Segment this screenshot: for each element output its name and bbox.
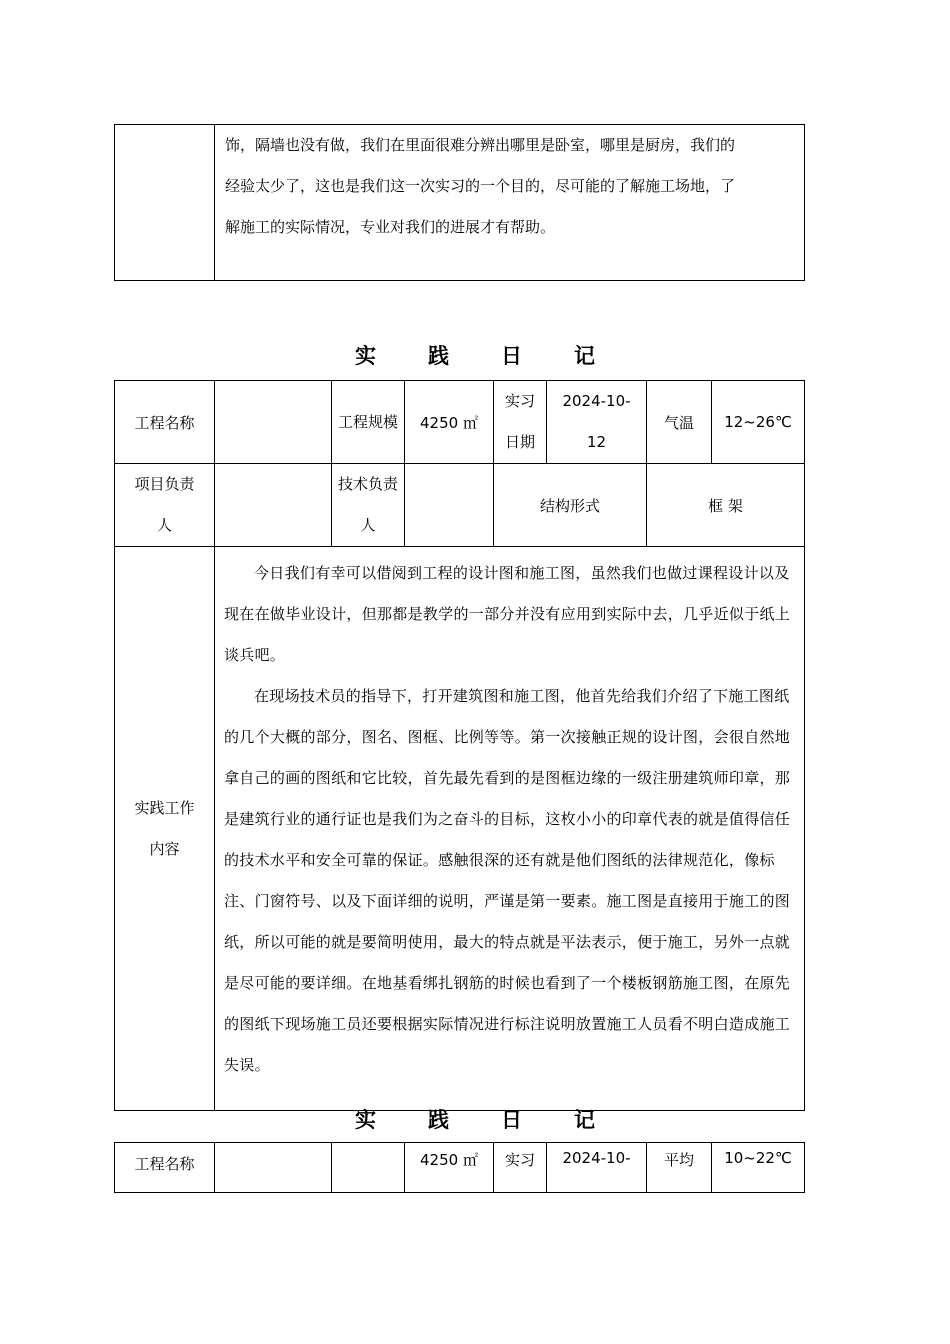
structure-value: 框 架 xyxy=(647,464,805,547)
continuation-line: 经验太少了，这也是我们这一次实习的一个目的，尽可能的了解施工场地，了 xyxy=(225,177,736,195)
continuation-line: 饰，隔墙也没有做，我们在里面很难分辨出哪里是卧室，哪里是厨房，我们的 xyxy=(225,136,736,154)
temperature-value: 10~22℃ xyxy=(712,1143,805,1193)
scale-label: 工程规模 xyxy=(332,381,405,464)
diary-table xyxy=(114,1142,805,1193)
scale-label xyxy=(332,1143,405,1193)
structure-label: 结构形式 xyxy=(494,464,647,547)
diary-title: 实践日记 xyxy=(355,343,647,368)
leader-value xyxy=(215,464,332,547)
temperature-label: 气温 xyxy=(647,381,712,464)
content-label: 实践工作内容 xyxy=(115,547,215,1111)
leader-label: 项目负责人 xyxy=(115,464,215,547)
content-body xyxy=(215,547,805,1111)
tech-lead-label: 技术负责人 xyxy=(332,464,405,547)
continuation-label-cell xyxy=(115,125,215,281)
scale-value: 4250 ㎡ xyxy=(405,1143,494,1193)
date-value: 2024-10-12 xyxy=(547,381,647,464)
temperature-value: 12~26℃ xyxy=(712,381,805,464)
continuation-line: 解施工的实际情况，专业对我们的进展才有帮助。 xyxy=(225,218,556,236)
temperature-label: 平均 xyxy=(647,1143,712,1193)
project-name-label: 工程名称 xyxy=(115,1143,215,1193)
project-name-value xyxy=(215,1143,332,1193)
diary-title: 实践日记 xyxy=(355,1107,647,1132)
continuation-text-cell xyxy=(215,125,805,281)
date-value: 2024-10- xyxy=(547,1143,647,1193)
content-paragraph: 今日我们有幸可以借阅到工程的设计图和施工图，虽然我们也做过课程设计以及现在在做毕业设计，但那都是教学的一部分并没有应用到实际中去，几乎近似于纸上谈兵吧。 xyxy=(224,564,791,664)
project-name-label: 工程名称 xyxy=(115,381,215,464)
date-label: 实习 xyxy=(494,1143,547,1193)
content-paragraph: 在现场技术员的指导下，打开建筑图和施工图，他首先给我们介绍了下施工图纸的几个大概的部分，图名、图框、比例等等。第一次接触正规的设计图，会很自然地拿自己的画的图纸和它比较，首先最先看到的是图框边缘的一级注册建筑师印章，那是建筑行业的通行证也是我们为之奋斗的目标，这枚小小的印章代表的就是值得信任的技术水平和安全可靠的保证。感触很深的还有就是他们图纸的法律规范化，像标注、门窗符号、以及下面详细的说明，严谨是第一要素。施工图是直接用于施工的图纸，所以可能的就是要简明使用，最大的特点就是平法表示，便于施工，另外一点就是尽可能的要详细。在地基看绑扎钢筋的时候也看到了一个楼板钢筋施工图，在原先的图纸下现场施工员还要根据实际情况进行标注说明放置施工人员看不明白造成施工失误。 xyxy=(224,687,791,1074)
date-label: 实习日期 xyxy=(494,381,547,464)
scale-value: 4250 ㎡ xyxy=(405,381,494,464)
diary-table xyxy=(114,380,805,1111)
continuation-table xyxy=(114,124,805,281)
tech-lead-value xyxy=(405,464,494,547)
project-name-value xyxy=(215,381,332,464)
